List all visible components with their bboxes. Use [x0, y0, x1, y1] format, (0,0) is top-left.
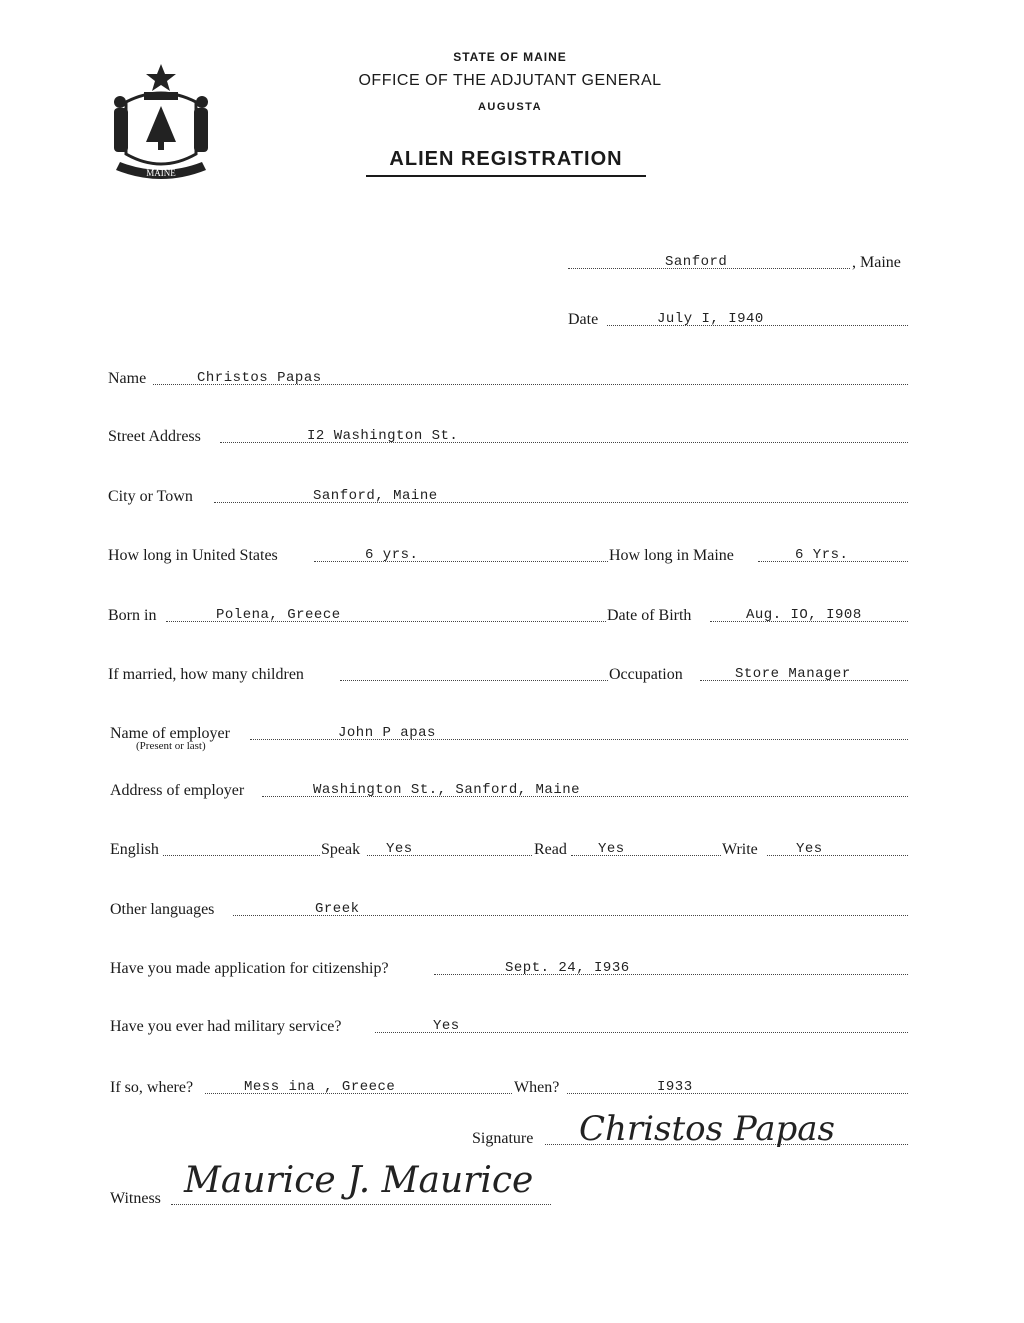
- svg-text:Maurice J. Maurice: Maurice J. Maurice: [184, 1160, 534, 1201]
- english-label: English: [110, 841, 159, 858]
- birth-row: [0, 603, 1024, 625]
- english-row: [0, 837, 1024, 859]
- occupation-label: Occupation: [609, 666, 683, 683]
- born-in-label: Born in: [108, 607, 157, 624]
- city-heading: AUGUSTA: [477, 101, 543, 113]
- employer-label: Name of employer: [110, 725, 230, 742]
- date-value: July I, I940: [657, 311, 764, 327]
- speak-label: Speak: [321, 841, 361, 858]
- date-row: [0, 307, 1024, 329]
- other-languages-label: Other languages: [110, 901, 215, 918]
- street-label: Street Address: [108, 428, 201, 445]
- military-row: [0, 1014, 1024, 1036]
- street-value: I2 Washington St.: [307, 428, 459, 444]
- when-value: I933: [657, 1079, 693, 1095]
- witness-label: Witness: [110, 1190, 161, 1207]
- read-value: Yes: [598, 841, 625, 857]
- write-label: Write: [722, 841, 758, 858]
- city-value: Sanford, Maine: [313, 488, 438, 504]
- witness-signature-handwriting: [180, 1138, 560, 1230]
- state-heading: STATE OF MAINE: [453, 50, 567, 64]
- city-label: City or Town: [108, 488, 193, 505]
- other-languages-row: [0, 897, 1024, 919]
- maine-years-value: 6 Yrs.: [795, 547, 849, 563]
- maine-years-label: How long in Maine: [609, 547, 734, 564]
- military-label: Have you ever had military service?: [110, 1018, 342, 1035]
- born-in-value: Polena, Greece: [216, 607, 341, 623]
- residency-row: [0, 543, 1024, 565]
- place-value: Sanford: [665, 254, 728, 270]
- where-value: Mess ina , Greece: [244, 1079, 396, 1095]
- city-row: [0, 484, 1024, 506]
- family-row: [0, 662, 1024, 684]
- dob-label: Date of Birth: [607, 607, 692, 624]
- office-heading: OFFICE OF THE ADJUTANT GENERAL: [358, 72, 662, 89]
- us-years-label: How long in United States: [108, 547, 278, 564]
- service-row: [0, 1075, 1024, 1097]
- svg-text:MAINE: MAINE: [146, 168, 176, 178]
- speak-value: Yes: [386, 841, 413, 857]
- maine-state-seal: [108, 62, 214, 190]
- svg-text:Christos Papas: Christos Papas: [579, 1109, 835, 1149]
- name-value: Christos Papas: [197, 370, 322, 386]
- name-row: [0, 366, 1024, 388]
- us-years-value: 6 yrs.: [365, 547, 419, 563]
- occupation-value: Store Manager: [735, 666, 851, 682]
- signature-handwriting: [575, 1100, 905, 1162]
- place-line: [0, 250, 1024, 272]
- citizenship-row: [0, 956, 1024, 978]
- date-label: Date: [568, 311, 599, 328]
- employer-sublabel: (Present or last): [136, 740, 206, 752]
- where-label: If so, where?: [110, 1079, 194, 1096]
- citizenship-value: Sept. 24, I936: [505, 960, 630, 976]
- name-label: Name: [108, 370, 147, 387]
- signature-label: Signature: [472, 1130, 534, 1147]
- employer-address-label: Address of employer: [110, 782, 245, 799]
- employer-address-value: Washington St., Sanford, Maine: [313, 782, 581, 798]
- citizenship-label: Have you made application for citizenship?: [110, 960, 389, 977]
- children-label: If married, how many children: [108, 666, 304, 683]
- employer-address-row: [0, 778, 1024, 800]
- write-value: Yes: [796, 841, 823, 857]
- dob-value: Aug. IO, I908: [746, 607, 862, 623]
- read-label: Read: [534, 841, 567, 858]
- military-value: Yes: [433, 1018, 460, 1034]
- form-title: ALIEN REGISTRATION: [366, 148, 646, 177]
- street-row: [0, 424, 1024, 446]
- when-label: When?: [514, 1079, 560, 1096]
- other-languages-value: Greek: [315, 901, 360, 917]
- employer-value: John P apas: [338, 725, 436, 741]
- place-suffix: , Maine: [852, 254, 901, 271]
